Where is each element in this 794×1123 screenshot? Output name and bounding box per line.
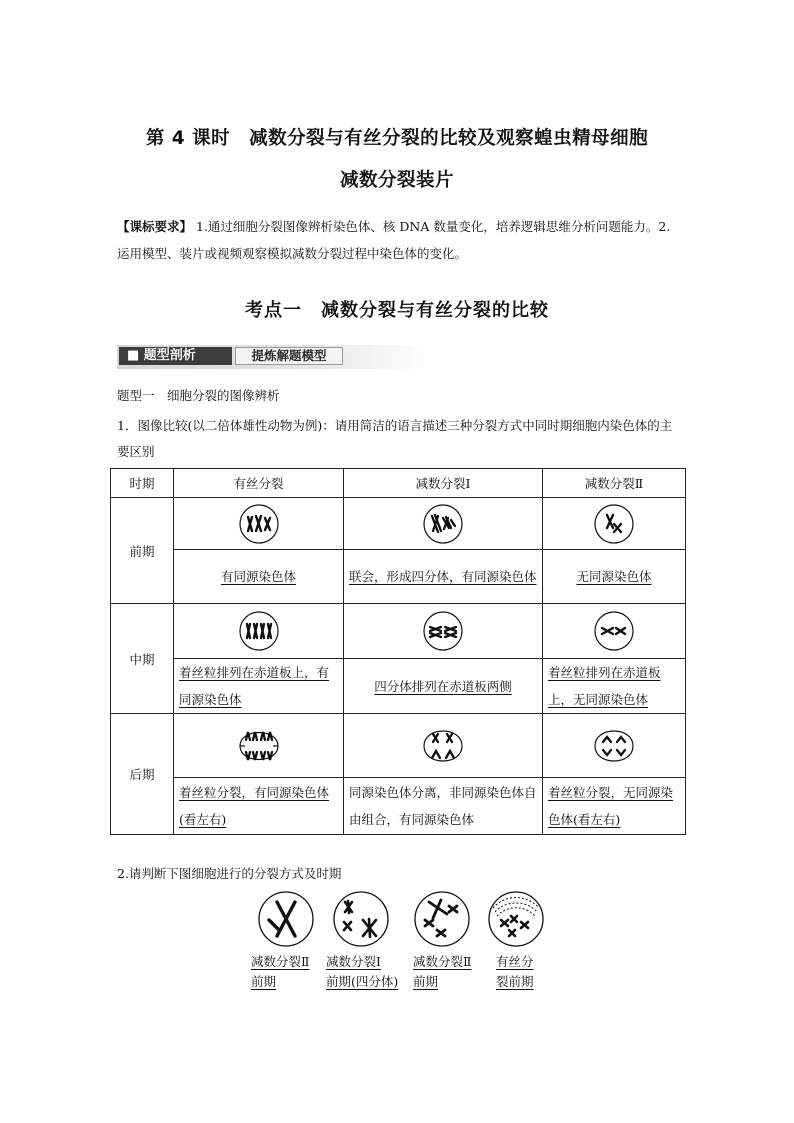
cell-mitosis-prophase-image [237,502,281,546]
cell-figure [174,498,344,550]
cell-meiosis2-anaphase-image [591,720,637,772]
cell-mitosis-text: 着丝粒排列在赤道板上，有同源染色体 [174,659,344,714]
comparison-table [110,468,686,835]
figure-label-1: 减数分裂Ⅱ 前期 [251,954,310,989]
cell-figure [174,604,344,659]
cell-figure [174,714,344,778]
header-phase: 时期 [111,469,174,498]
cell-meiosis2-text: 无同源染色体 [543,550,686,604]
page-title-line2: 减数分裂装片 [339,170,454,191]
cell-figure [344,714,543,778]
figure-label-3: 减数分裂Ⅱ 前期 [413,954,472,989]
curriculum-requirements [117,213,682,267]
table-row [111,498,686,550]
cell-meiosis2-prophase-image [592,502,636,546]
header-mitosis: 有丝分裂 [174,469,344,498]
phase-cell: 中期 [111,604,174,714]
phase-cell: 后期 [111,714,174,835]
table-header-row [111,469,686,498]
cell-meiosis2-metaphase-image [592,609,636,653]
cell-mitosis-anaphase-image [236,720,282,772]
header-meiosis2: 减数分裂Ⅱ [543,469,686,498]
figure-cell-1-image [257,890,315,948]
table-row [111,714,686,778]
topic-heading: 题型一 细胞分裂的图像辨析 [117,388,280,403]
figure-cell-3-image [413,890,471,948]
cell-meiosis1-metaphase-image [421,609,465,653]
cell-figure [543,714,686,778]
figure-cell-4-image [487,890,545,948]
cell-meiosis1-anaphase-image [420,720,466,772]
banner-left-label: ■ 题型剖析 [119,347,232,365]
cell-meiosis2-text: 着丝粒分裂，无同源染色体(看左右) [543,778,686,835]
table-row [111,550,686,604]
cell-mitosis-text: 有同源染色体 [174,550,344,604]
cell-figure [543,498,686,550]
section-title: 考点一 减数分裂与有丝分裂的比较 [245,300,549,321]
figure-cell-2-image [332,890,390,948]
cell-meiosis1-text: 四分体排列在赤道板两侧 [344,659,543,714]
table-row [111,778,686,835]
table-row [111,659,686,714]
question-1: 1．图像比较(以二倍体雄性动物为例)：请用简洁的语言描述三种分裂方式中同时期细胞内染色体的主要区别 [117,418,673,459]
table-row [111,604,686,659]
question-2: 2.请判断下图细胞进行的分裂方式及时期 [117,866,342,881]
cell-figure [344,604,543,659]
header-meiosis1: 减数分裂Ⅰ [344,469,543,498]
phase-cell: 前期 [111,498,174,604]
section-banner [117,345,432,369]
cell-mitosis-text: 着丝粒分裂，有同源染色体(看左右) [174,778,344,835]
cell-meiosis1-prophase-image [421,502,465,546]
cell-mitosis-metaphase-image [237,609,281,653]
banner-right-label: 提炼解题模型 [235,347,343,365]
page-title-line1: 第 4 课时 减数分裂与有丝分裂的比较及观察蝗虫精母细胞 [145,128,649,149]
cell-meiosis2-text: 着丝粒排列在赤道板上，无同源染色体 [543,659,686,714]
figure-label-4: 有丝分 裂前期 [496,954,534,989]
cell-figure [543,604,686,659]
cell-figure [344,498,543,550]
cell-meiosis1-text: 联会，形成四分体，有同源染色体 [344,550,543,604]
requirements-text: 1.通过细胞分裂图像辨析染色体、核 DNA 数量变化，培养逻辑思维分析问题能力。2.运用模型、装片或视频观察模拟减数分裂过程中染色体的变化。 [117,219,671,261]
figure-label-2: 减数分裂Ⅰ 前期(四分体) [326,954,399,989]
cell-meiosis1-text: 同源染色体分离，非同源染色体自由组合，有同源染色体 [344,778,543,835]
requirements-label: 【课标要求】 [117,219,193,234]
